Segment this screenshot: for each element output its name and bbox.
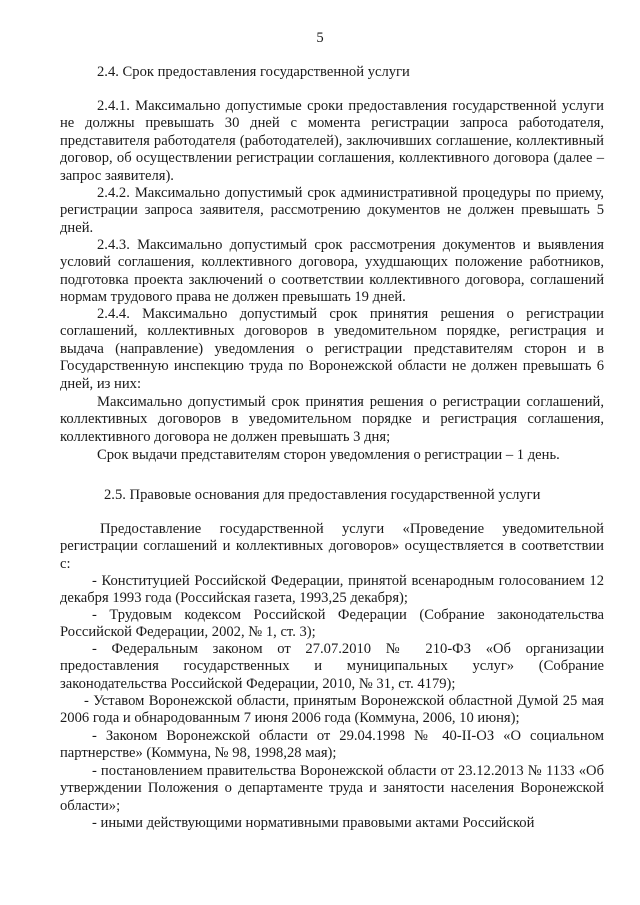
paragraph-2-4-1: 2.4.1. Максимально допустимые сроки предоставления государственной услуги не должны превышать 30 дней с момента регистрации запроса работодателя, представителя работодателя (работодателей), заключивших соглашение, коллективный договор, об осуществлении регистрации соглашения, коллективного договора (далее – запрос заявителя). [60,98,604,184]
legal-basis-item: - постановлением правительства Воронежской области от 23.12.2013 № 1133 «Об утверждении Положения о департаменте труда и занятости населения Воронежской области»; [60,763,604,814]
legal-basis-item: - Трудовым кодексом Российской Федерации (Собрание законодательства Российской Федерации, 2002, № 1, ст. 3); [60,607,604,641]
paragraph-max-term: Максимально допустимый срок принятия решения о регистрации соглашений, коллективных договоров в уведомительном порядке и регистрация соглашения, коллективного договора не должен превышать 3 дня; [60,394,604,445]
legal-basis-item: - Законом Воронежской области от 29.04.1998 № 40-II-ОЗ «О социальном партнерстве» (Коммуна, № 98, 1998,28 мая); [60,728,604,762]
paragraph-2-4-2: 2.4.2. Максимально допустимый срок административной процедуры по приему, регистрации запроса заявителя, рассмотрению документов не должен превышать 5 дней. [60,185,604,236]
legal-basis-item: - Федеральным законом от 27.07.2010 № 210-ФЗ «Об организации предоставления государственных и муниципальных услуг» (Собрание законодательства Российской Федерации, 2010, № 31, ст. 4179); [60,641,604,692]
legal-basis-item: - иными действующими нормативными правовыми актами Российской [92,815,535,831]
page-number: 5 [316,30,324,46]
paragraph-2-4-4: 2.4.4. Максимально допустимый срок принятия решения о регистрации соглашений, коллективных договоров в уведомительном порядке, регистрация и выдача (направление) уведомления о регистрации представителям сторон и в Государственную инспекцию труда по Воронежской области не должен превышать 6 дней, из них: [60,306,604,392]
paragraph-2-5-intro: Предоставление государственной услуги «Проведение уведомительной регистрации соглашений и коллективных договоров» осуществляется в соответствии с: [60,521,604,572]
section-2-4-heading: 2.4. Срок предоставления государственной услуги [97,64,410,80]
paragraph-issue-term: Срок выдачи представителям сторон уведомления о регистрации – 1 день. [97,447,560,463]
legal-basis-item: - Конституцией Российской Федерации, принятой всенародным голосованием 12 декабря 1993 года (Российская газета, 1993,25 декабря); [60,573,604,607]
paragraph-2-4-3: 2.4.3. Максимально допустимый срок рассмотрения документов и выявления условий соглашения, коллективного договора, ухудшающих положение работников, подготовка проекта заключений о соответствии коллективного договора, соглашений нормам трудового права не должен превышать 19 дней. [60,237,604,306]
section-2-5-heading: 2.5. Правовые основания для предоставления государственной услуги [104,487,541,503]
legal-basis-item: - Уставом Воронежской области, принятым Воронежской областной Думой 25 мая 2006 года и обнародованным 7 июня 2006 года (Коммуна, 2006, 10 июня); [60,693,604,727]
